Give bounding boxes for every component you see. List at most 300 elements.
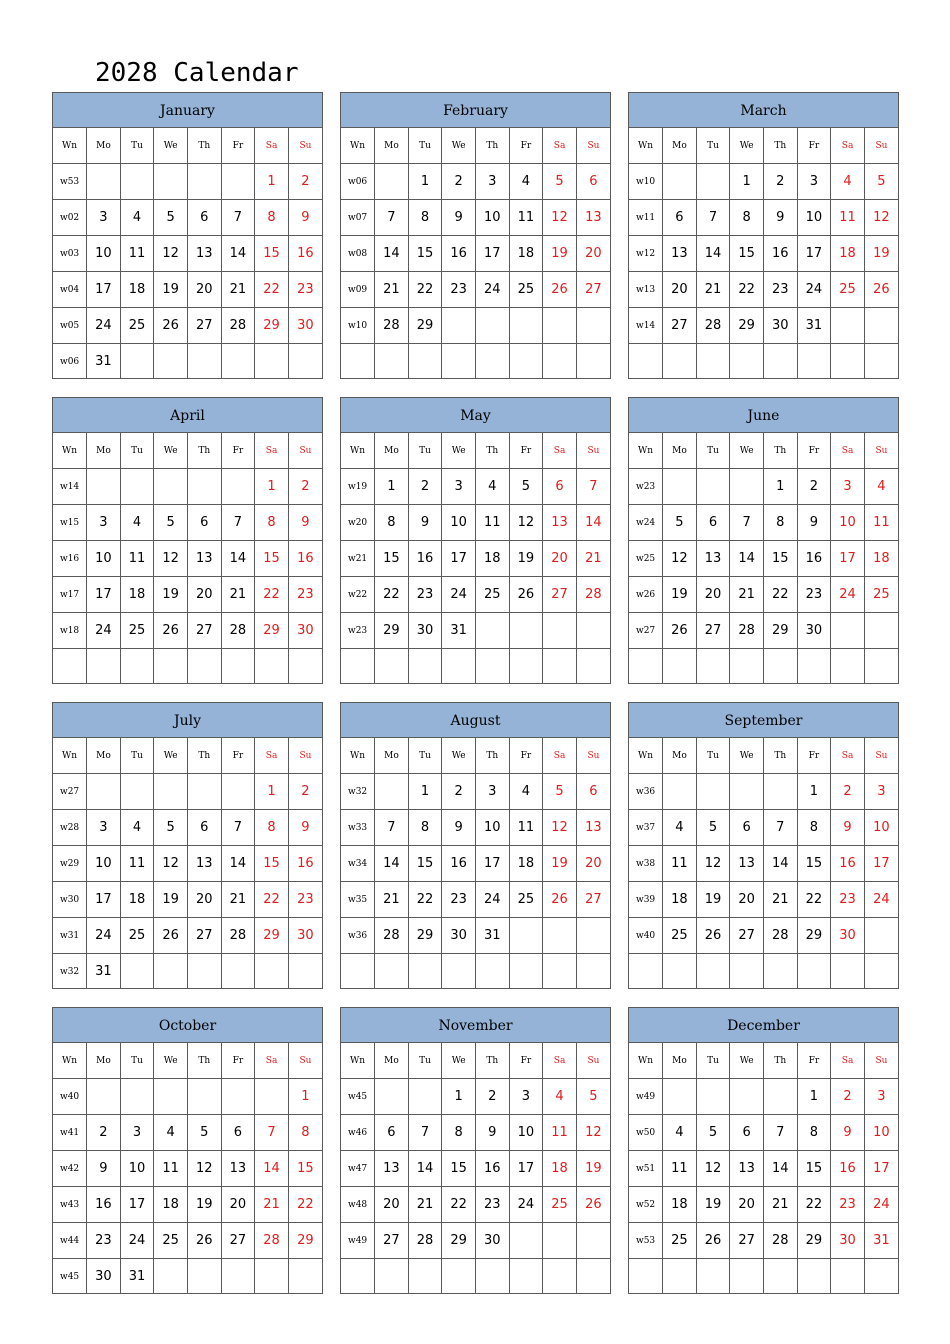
day-cell: 21 (375, 272, 409, 308)
day-cell: 27 (188, 918, 222, 954)
day-cell: 21 (576, 541, 610, 577)
day-cell: 11 (543, 1115, 577, 1151)
day-cell (120, 164, 154, 200)
day-cell: 20 (543, 541, 577, 577)
day-cell: 18 (476, 541, 510, 577)
page-title: 2028 Calendar (95, 58, 299, 88)
week-row (53, 1259, 322, 1295)
week-number: w43 (53, 1187, 87, 1223)
week-number: w13 (629, 272, 663, 308)
weekday-header: Tu (120, 1043, 154, 1079)
day-cell: 1 (764, 469, 798, 505)
week-row (629, 236, 898, 272)
month-february (340, 92, 611, 379)
day-cell: 10 (864, 810, 898, 846)
day-cell: 27 (188, 613, 222, 649)
day-cell: 6 (188, 505, 222, 541)
day-cell: 23 (442, 272, 476, 308)
weekday-header-row (341, 128, 610, 164)
day-cell: 11 (509, 200, 543, 236)
day-cell (188, 1079, 222, 1115)
day-cell: 29 (797, 918, 831, 954)
day-cell (543, 613, 577, 649)
month-name: August (341, 703, 610, 738)
day-cell (375, 344, 409, 380)
week-number: w37 (629, 810, 663, 846)
weekday-header: Fr (797, 1043, 831, 1079)
day-cell: 9 (408, 505, 442, 541)
day-cell: 4 (543, 1079, 577, 1115)
day-cell: 4 (831, 164, 865, 200)
day-cell: 30 (288, 613, 322, 649)
week-number: w42 (53, 1151, 87, 1187)
day-cell: 25 (476, 577, 510, 613)
weekday-header: Fr (221, 1043, 255, 1079)
day-cell: 18 (663, 882, 697, 918)
day-cell: 25 (509, 882, 543, 918)
day-cell: 17 (864, 1151, 898, 1187)
day-cell (576, 613, 610, 649)
day-cell: 27 (188, 308, 222, 344)
day-cell (543, 1259, 577, 1295)
day-cell: 14 (221, 541, 255, 577)
day-cell: 14 (221, 846, 255, 882)
weekday-header: Th (188, 738, 222, 774)
day-cell: 10 (87, 236, 121, 272)
day-cell: 5 (576, 1079, 610, 1115)
day-cell: 9 (476, 1115, 510, 1151)
day-cell: 14 (764, 846, 798, 882)
day-cell: 5 (188, 1115, 222, 1151)
day-cell: 24 (476, 272, 510, 308)
day-cell (730, 1079, 764, 1115)
week-number: w27 (53, 774, 87, 810)
day-cell (120, 774, 154, 810)
day-cell (696, 469, 730, 505)
weekday-header: Tu (696, 738, 730, 774)
day-cell: 8 (288, 1115, 322, 1151)
week-number: w30 (53, 882, 87, 918)
week-row (341, 1223, 610, 1259)
day-cell: 13 (730, 846, 764, 882)
day-cell (188, 164, 222, 200)
weekday-header-row (53, 433, 322, 469)
day-cell: 21 (764, 1187, 798, 1223)
day-cell: 29 (255, 308, 289, 344)
day-cell: 6 (576, 774, 610, 810)
day-cell (730, 954, 764, 990)
day-cell (509, 954, 543, 990)
weekday-header: Su (576, 738, 610, 774)
day-cell: 7 (408, 1115, 442, 1151)
day-cell: 9 (831, 810, 865, 846)
day-cell (696, 649, 730, 685)
week-row (53, 272, 322, 308)
day-cell (188, 1259, 222, 1295)
day-cell: 31 (120, 1259, 154, 1295)
day-cell: 3 (831, 469, 865, 505)
day-cell: 8 (797, 1115, 831, 1151)
day-cell: 14 (408, 1151, 442, 1187)
day-cell (663, 774, 697, 810)
week-number: w18 (53, 613, 87, 649)
week-row (629, 810, 898, 846)
day-cell (543, 344, 577, 380)
week-number (341, 1259, 375, 1295)
day-cell: 27 (576, 272, 610, 308)
week-number: w38 (629, 846, 663, 882)
day-cell: 21 (764, 882, 798, 918)
week-number (341, 344, 375, 380)
day-cell (476, 344, 510, 380)
month-table (53, 1043, 322, 1294)
day-cell: 10 (87, 541, 121, 577)
day-cell: 27 (730, 1223, 764, 1259)
day-cell: 7 (375, 200, 409, 236)
day-cell: 24 (87, 918, 121, 954)
day-cell: 8 (730, 200, 764, 236)
weekday-header-row (53, 738, 322, 774)
weekday-header: Su (864, 128, 898, 164)
day-cell: 22 (255, 577, 289, 613)
week-number-header: Wn (629, 433, 663, 469)
day-cell (864, 308, 898, 344)
week-number-header: Wn (341, 738, 375, 774)
day-cell: 30 (288, 918, 322, 954)
day-cell: 11 (663, 1151, 697, 1187)
day-cell: 20 (576, 846, 610, 882)
day-cell (797, 344, 831, 380)
weekday-header: Fr (797, 738, 831, 774)
weekday-header: We (154, 128, 188, 164)
day-cell: 22 (730, 272, 764, 308)
day-cell: 12 (543, 810, 577, 846)
month-table (629, 1043, 898, 1294)
day-cell: 6 (221, 1115, 255, 1151)
day-cell (509, 918, 543, 954)
weekday-header: Su (864, 1043, 898, 1079)
week-row (53, 1187, 322, 1223)
month-july (52, 702, 323, 989)
day-cell: 15 (442, 1151, 476, 1187)
day-cell (543, 1223, 577, 1259)
day-cell (221, 649, 255, 685)
month-name: May (341, 398, 610, 433)
day-cell: 22 (408, 272, 442, 308)
day-cell: 17 (831, 541, 865, 577)
day-cell: 8 (255, 505, 289, 541)
week-number (629, 954, 663, 990)
weekday-header: Su (864, 738, 898, 774)
day-cell: 30 (87, 1259, 121, 1295)
week-row (53, 882, 322, 918)
week-row (53, 164, 322, 200)
day-cell: 8 (255, 810, 289, 846)
day-cell (764, 774, 798, 810)
day-cell (509, 649, 543, 685)
day-cell: 5 (864, 164, 898, 200)
weekday-header: We (442, 1043, 476, 1079)
week-number: w08 (341, 236, 375, 272)
day-cell: 12 (543, 200, 577, 236)
week-row (629, 200, 898, 236)
day-cell (188, 774, 222, 810)
day-cell (797, 954, 831, 990)
week-row (629, 1079, 898, 1115)
day-cell: 22 (442, 1187, 476, 1223)
day-cell: 29 (442, 1223, 476, 1259)
day-cell: 2 (288, 164, 322, 200)
day-cell (188, 469, 222, 505)
week-row (629, 1115, 898, 1151)
day-cell: 15 (797, 846, 831, 882)
week-number: w52 (629, 1187, 663, 1223)
day-cell: 2 (831, 774, 865, 810)
day-cell: 6 (543, 469, 577, 505)
weekday-header: Mo (663, 738, 697, 774)
day-cell: 8 (797, 810, 831, 846)
week-number: w40 (53, 1079, 87, 1115)
day-cell: 24 (509, 1187, 543, 1223)
day-cell (255, 1079, 289, 1115)
weekday-header: Fr (509, 128, 543, 164)
week-number: w20 (341, 505, 375, 541)
month-october (52, 1007, 323, 1294)
day-cell: 20 (188, 882, 222, 918)
week-number: w49 (341, 1223, 375, 1259)
day-cell: 21 (221, 882, 255, 918)
week-row (341, 1187, 610, 1223)
day-cell (864, 954, 898, 990)
day-cell (730, 774, 764, 810)
week-number-header: Wn (53, 1043, 87, 1079)
day-cell: 19 (543, 236, 577, 272)
day-cell: 28 (730, 613, 764, 649)
day-cell: 11 (120, 846, 154, 882)
day-cell: 15 (730, 236, 764, 272)
week-row (341, 882, 610, 918)
day-cell: 28 (375, 918, 409, 954)
day-cell: 13 (188, 846, 222, 882)
day-cell: 18 (543, 1151, 577, 1187)
day-cell: 23 (831, 882, 865, 918)
day-cell: 8 (375, 505, 409, 541)
week-number: w14 (629, 308, 663, 344)
day-cell (864, 1259, 898, 1295)
week-row (341, 1259, 610, 1295)
day-cell: 19 (576, 1151, 610, 1187)
weekday-header: Fr (797, 433, 831, 469)
week-row (341, 200, 610, 236)
day-cell: 26 (154, 613, 188, 649)
day-cell: 22 (255, 272, 289, 308)
week-number: w44 (53, 1223, 87, 1259)
day-cell: 4 (509, 164, 543, 200)
day-cell (408, 954, 442, 990)
day-cell (696, 164, 730, 200)
week-row (341, 810, 610, 846)
week-number: w05 (53, 308, 87, 344)
week-row (629, 164, 898, 200)
day-cell: 13 (188, 541, 222, 577)
month-june (628, 397, 899, 684)
week-number: w23 (341, 613, 375, 649)
weekday-header-row (341, 433, 610, 469)
day-cell (764, 344, 798, 380)
day-cell (120, 954, 154, 990)
day-cell (663, 1079, 697, 1115)
day-cell: 6 (188, 810, 222, 846)
weekday-header: Mo (375, 128, 409, 164)
day-cell: 9 (288, 810, 322, 846)
day-cell: 7 (375, 810, 409, 846)
weekday-header: Fr (797, 128, 831, 164)
week-row (629, 1187, 898, 1223)
day-cell: 17 (509, 1151, 543, 1187)
weekday-header: Mo (87, 738, 121, 774)
day-cell: 1 (408, 774, 442, 810)
day-cell (442, 649, 476, 685)
day-cell: 6 (576, 164, 610, 200)
day-cell: 23 (288, 882, 322, 918)
day-cell: 9 (87, 1151, 121, 1187)
day-cell (154, 1079, 188, 1115)
month-table (341, 433, 610, 684)
day-cell (696, 1079, 730, 1115)
weekday-header: We (442, 433, 476, 469)
weekday-header: Mo (87, 1043, 121, 1079)
day-cell: 4 (476, 469, 510, 505)
day-cell (120, 469, 154, 505)
week-row (53, 1079, 322, 1115)
week-number: w31 (53, 918, 87, 954)
day-cell: 16 (831, 846, 865, 882)
day-cell: 16 (288, 236, 322, 272)
week-number: w45 (341, 1079, 375, 1115)
day-cell: 20 (730, 1187, 764, 1223)
day-cell: 28 (408, 1223, 442, 1259)
day-cell: 10 (120, 1151, 154, 1187)
day-cell (831, 954, 865, 990)
day-cell: 25 (154, 1223, 188, 1259)
day-cell: 20 (730, 882, 764, 918)
week-row (53, 577, 322, 613)
day-cell: 10 (831, 505, 865, 541)
day-cell: 5 (509, 469, 543, 505)
weekday-header: We (442, 738, 476, 774)
day-cell: 14 (375, 846, 409, 882)
day-cell (696, 774, 730, 810)
weekday-header: Su (288, 433, 322, 469)
day-cell (663, 469, 697, 505)
day-cell: 2 (288, 774, 322, 810)
day-cell: 22 (375, 577, 409, 613)
day-cell: 1 (255, 469, 289, 505)
day-cell: 1 (255, 774, 289, 810)
day-cell: 14 (696, 236, 730, 272)
day-cell (87, 774, 121, 810)
day-cell: 4 (120, 810, 154, 846)
day-cell: 10 (797, 200, 831, 236)
day-cell: 24 (864, 882, 898, 918)
week-number: w29 (53, 846, 87, 882)
week-row (53, 541, 322, 577)
month-name: April (53, 398, 322, 433)
day-cell (576, 308, 610, 344)
day-cell: 13 (576, 810, 610, 846)
day-cell: 27 (375, 1223, 409, 1259)
day-cell: 20 (696, 577, 730, 613)
weekday-header: Su (576, 433, 610, 469)
day-cell: 15 (255, 541, 289, 577)
day-cell: 19 (696, 1187, 730, 1223)
day-cell (408, 649, 442, 685)
week-number: w41 (53, 1115, 87, 1151)
day-cell: 7 (221, 810, 255, 846)
day-cell (663, 344, 697, 380)
day-cell (696, 954, 730, 990)
day-cell: 19 (188, 1187, 222, 1223)
weekday-header-row (629, 433, 898, 469)
week-row (53, 613, 322, 649)
day-cell: 29 (730, 308, 764, 344)
day-cell: 26 (509, 577, 543, 613)
weekday-header: Sa (255, 433, 289, 469)
day-cell: 23 (408, 577, 442, 613)
weekday-header: Su (288, 1043, 322, 1079)
day-cell (87, 649, 121, 685)
weekday-header: Tu (696, 433, 730, 469)
day-cell: 11 (154, 1151, 188, 1187)
day-cell: 28 (375, 308, 409, 344)
month-name: January (53, 93, 322, 128)
weekday-header: Tu (408, 128, 442, 164)
day-cell: 2 (764, 164, 798, 200)
day-cell: 3 (797, 164, 831, 200)
weekday-header: Th (476, 738, 510, 774)
day-cell: 23 (87, 1223, 121, 1259)
day-cell (375, 164, 409, 200)
weekday-header: Su (576, 128, 610, 164)
month-table (629, 433, 898, 684)
week-number-header: Wn (629, 738, 663, 774)
weekday-header: Tu (120, 738, 154, 774)
week-row (341, 236, 610, 272)
week-number: w33 (341, 810, 375, 846)
month-table (341, 738, 610, 989)
week-row (629, 505, 898, 541)
day-cell: 10 (442, 505, 476, 541)
day-cell: 28 (696, 308, 730, 344)
day-cell: 22 (408, 882, 442, 918)
weekday-header: Mo (375, 738, 409, 774)
day-cell: 11 (476, 505, 510, 541)
day-cell: 22 (797, 1187, 831, 1223)
weekday-header: Mo (663, 433, 697, 469)
day-cell: 22 (764, 577, 798, 613)
day-cell: 16 (288, 846, 322, 882)
day-cell (509, 344, 543, 380)
day-cell (696, 344, 730, 380)
day-cell: 12 (864, 200, 898, 236)
day-cell: 5 (154, 200, 188, 236)
day-cell: 24 (797, 272, 831, 308)
day-cell (408, 344, 442, 380)
day-cell: 9 (442, 810, 476, 846)
day-cell: 28 (221, 613, 255, 649)
day-cell: 30 (831, 1223, 865, 1259)
day-cell: 3 (864, 1079, 898, 1115)
